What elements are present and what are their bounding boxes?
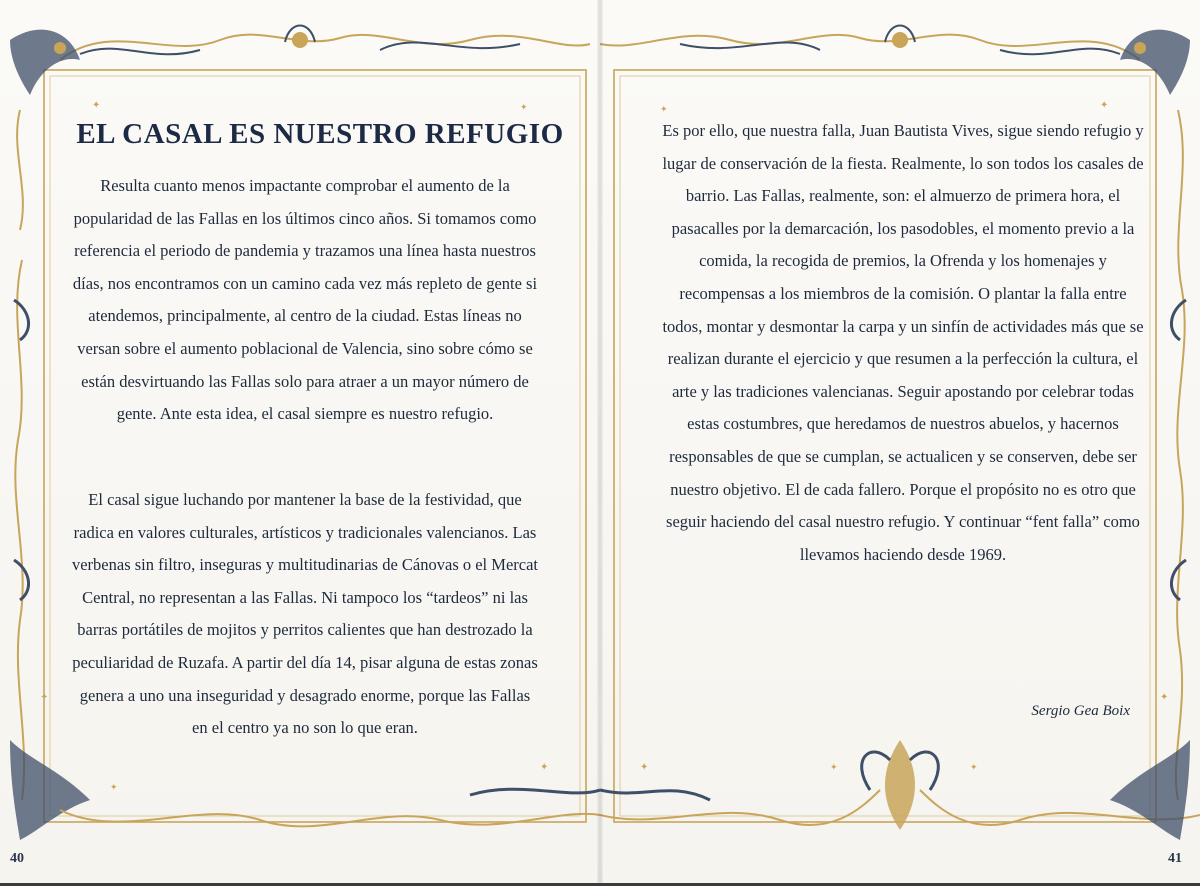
svg-text:✦: ✦ xyxy=(640,762,649,773)
svg-text:✦: ✦ xyxy=(110,782,118,792)
svg-text:✦: ✦ xyxy=(970,762,978,772)
article-title: EL CASAL ES NUESTRO REFUGIO xyxy=(76,118,564,150)
svg-text:✦: ✦ xyxy=(540,762,549,773)
svg-text:✦: ✦ xyxy=(40,692,49,703)
paragraph-3: Es por ello, que nuestra falla, Juan Bautista Vives, sigue siendo refugio y lugar de conservación de la fiesta. Realmente, lo son todos los casales de barrio. Las Fallas, realmente, son: el almuerzo de primera hora, el pasacalles por la demarcación, los pasodobles, el momento previo a la comida, la recogida de premios, la Ofrenda y los homenajes y recompensas a los miembros de la comisión. O plantar la falla entre todos, montar y desmontar la carpa y un sinfín de actividades más que se realizan durante el ejercicio y que resumen a la perfección la cultura, el arte y las tradiciones valencianas. Seguir apostando por celebrar todas estas costumbres, que heredamos de nuestros abuelos, y hacernos responsables de que se cumplan, se actualicen y se conserven, debe ser nuestro objetivo. El de cada fallero. Porque el propósito no es otro que seguir haciendo del casal nuestro refugio. Y continuar “fent falla” como llevamos haciendo desde 1969. xyxy=(662,121,1144,564)
svg-text:✦: ✦ xyxy=(1160,692,1169,703)
svg-text:✦: ✦ xyxy=(520,102,528,112)
page-number-right: 41 xyxy=(1168,851,1182,866)
author-signature: Sergio Gea Boix xyxy=(1031,703,1130,719)
page-number-left: 40 xyxy=(10,851,24,866)
svg-text:✦: ✦ xyxy=(830,762,838,772)
svg-text:✦: ✦ xyxy=(660,104,668,114)
paragraph-2: El casal sigue luchando por mantener la base de la festividad, que radica en valores culturales, artísticos y tradicionales valencianos. Las verbenas sin filtro, inseguras y multitudinarias de Cánovas o el Mercat Central, no representan a las Fallas. Ni tampoco los “tardeos” ni las barras portátiles de mojitos y perritos calientes que han destrozado la peculiaridad de Ruzafa. A partir del día 14, pisar alguna de estas zonas genera a uno una inseguridad y desagrado enorme, porque las Fallas en el centro ya no son lo que eran. xyxy=(71,490,538,738)
paragraph-1: Resulta cuanto menos impactante comprobar el aumento de la popularidad de las Fallas en los últimos cinco años. Si tomamos como referencia el periodo de pandemia y trazamos una línea hasta nuestros días, nos encontramos con un camino cada vez más repleto de gente si atendemos, principalmente, al centro de la ciudad. Estas líneas no versan sobre el aumento poblacional de Valencia, sino sobre cómo se están desvirtuando las Fallas solo para atraer a un mayor número de gente. Ante esta idea, el casal siempre es nuestro refugio. xyxy=(72,176,538,424)
book-gutter xyxy=(597,0,603,886)
svg-text:✦: ✦ xyxy=(92,100,101,111)
svg-text:✦: ✦ xyxy=(1100,100,1109,111)
right-page xyxy=(600,0,1200,886)
